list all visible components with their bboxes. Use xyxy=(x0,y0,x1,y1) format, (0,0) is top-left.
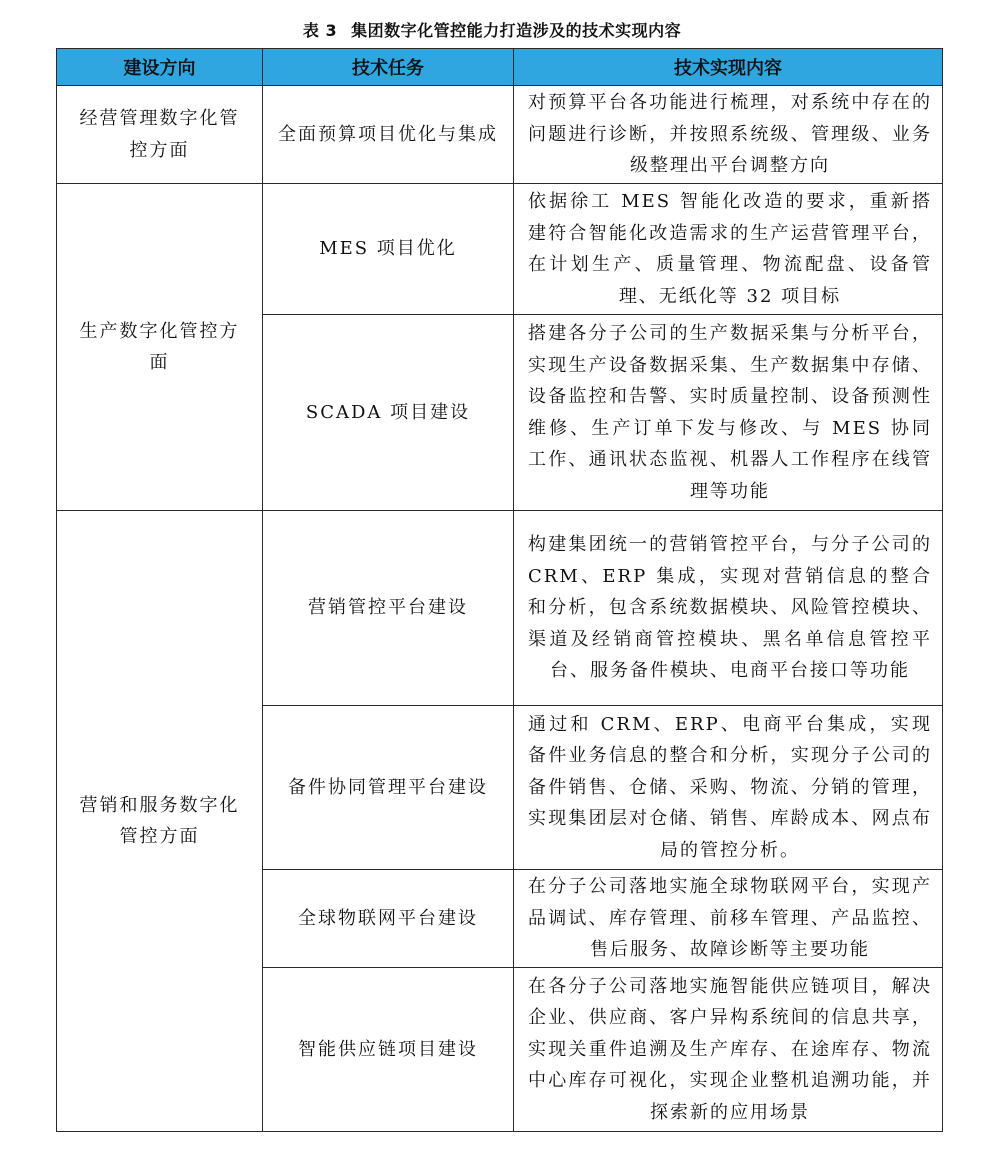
table-row xyxy=(57,86,943,184)
content-cell xyxy=(514,968,943,1132)
table-header-row xyxy=(57,49,943,86)
content-cell xyxy=(514,870,943,968)
task-cell: 备件协同管理平台建设 xyxy=(263,706,514,870)
table-number: 表 3 xyxy=(302,21,338,40)
content-text: 在分子公司落地实施全球物联网平台，实现产品调试、库存管理、前移车管理、产品监控、售后服务、故障诊断等主要功能 xyxy=(528,876,932,961)
header-task: 技术任务 xyxy=(263,49,514,86)
task-cell: 全面预算项目优化与集成 xyxy=(263,86,514,184)
table-title: 集团数字化管控能力打造涉及的技术实现内容 xyxy=(351,21,682,40)
table-caption xyxy=(0,18,984,41)
task-cell: MES 项目优化 xyxy=(263,184,514,315)
direction-cell: 经营管理数字化管控方面 xyxy=(57,86,263,184)
direction-cell: 营销和服务数字化管控方面 xyxy=(57,511,263,1132)
content-text: 在各分子公司落地实施智能供应链项目，解决企业、供应商、客户异构系统间的信息共享，实现关重件追溯及生产库存、在途库存、物流中心库存可视化，实现企业整机追溯功能，并探索新的应用场景 xyxy=(528,975,932,1123)
content-cell xyxy=(514,315,943,511)
table-row xyxy=(57,184,943,315)
content-text: 搭建各分子公司的生产数据采集与分析平台，实现生产设备数据采集、生产数据集中存储、设备监控和告警、实时质量控制、设备预测性维修、生产订单下发与修改、与 MES 协同工作、通讯状态监视、机器人工作程序在线管理等功能 xyxy=(528,323,932,502)
tech-implementation-table xyxy=(56,48,943,1132)
content-cell xyxy=(514,184,943,315)
content-text: 依据徐工 MES 智能化改造的要求，重新搭建符合智能化改造需求的生产运营管理平台，在计划生产、质量管理、物流配盘、设备管理、无纸化等 32 项目标 xyxy=(528,191,932,307)
task-cell: SCADA 项目建设 xyxy=(263,315,514,511)
content-cell xyxy=(514,511,943,706)
task-cell: 智能供应链项目建设 xyxy=(263,968,514,1132)
direction-cell: 生产数字化管控方面 xyxy=(57,184,263,511)
content-cell xyxy=(514,706,943,870)
table-row xyxy=(57,511,943,706)
header-content: 技术实现内容 xyxy=(514,49,943,86)
content-text: 通过和 CRM、ERP、电商平台集成，实现备件业务信息的整合和分析，实现分子公司的备件销售、仓储、采购、物流、分销的管理，实现集团层对仓储、销售、库龄成本、网点布局的管控分析。 xyxy=(528,713,932,861)
content-text: 构建集团统一的营销管控平台，与分子公司的 CRM、ERP 集成，实现对营销信息的整合和分析，包含系统数据模块、风险管控模块、渠道及经销商管控模块、黑名单信息管控平台、服务备件模块、电商平台接口等功能 xyxy=(528,534,932,682)
content-text: 对预算平台各功能进行梳理，对系统中存在的问题进行诊断，并按照系统级、管理级、业务级整理出平台调整方向 xyxy=(528,92,932,177)
task-cell: 营销管控平台建设 xyxy=(263,511,514,706)
task-cell: 全球物联网平台建设 xyxy=(263,870,514,968)
header-direction: 建设方向 xyxy=(57,49,263,86)
content-cell xyxy=(514,86,943,184)
